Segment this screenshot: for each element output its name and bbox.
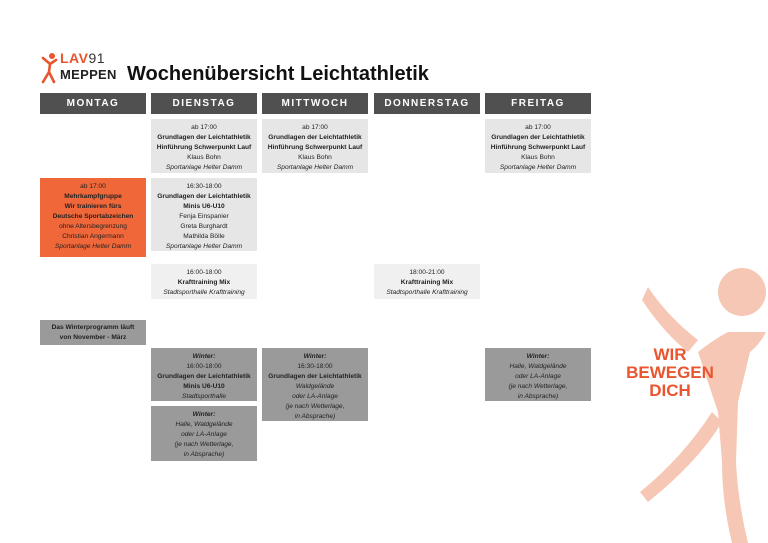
- day-header-montag: MONTAG: [40, 93, 146, 114]
- slot-location: Sportanlage Helter Damm: [276, 164, 354, 171]
- slot-note: (je nach Wetterlage,: [508, 383, 568, 390]
- slot-title: Mehrkampfgruppe: [64, 193, 122, 200]
- slot-time: 18:00-21:00: [409, 269, 445, 276]
- slot-trainer: Klaus Bohn: [521, 154, 555, 161]
- slot-donnerstag-1: [374, 264, 480, 299]
- slot-dienstag-3: [151, 264, 257, 299]
- slot-location: Sportanlage Helter Damm: [165, 243, 243, 250]
- slot-season: Winter:: [192, 353, 216, 360]
- slot-freitag-1: [485, 119, 591, 173]
- slot-location: Halle, Waldgelände: [509, 363, 567, 370]
- slogan: [622, 346, 718, 400]
- slot-title: Grundlagen der Leichtathletik: [157, 134, 251, 141]
- slot-title: Grundlagen der Leichtathletik: [157, 193, 251, 200]
- slot-note: (je nach Wetterlage,: [174, 441, 234, 448]
- slot-montag-1: [40, 178, 146, 257]
- slot-note-2: in Absprache): [294, 413, 336, 420]
- slot-season: Winter:: [303, 353, 327, 360]
- slot-location-2: oder LA-Anlage: [515, 373, 561, 380]
- slot-location: Sportanlage Helter Damm: [499, 164, 577, 171]
- slot-title: Grundlagen der Leichtathletik: [491, 134, 585, 141]
- slot-location: Sportanlage Helter Damm: [54, 243, 132, 250]
- slot-time: ab 17:00: [80, 183, 106, 190]
- slot-trainer: Fenja Einspanier: [179, 213, 229, 220]
- winter-note-line-2: von November - März: [59, 334, 127, 341]
- slot-subtitle: Hinführung Schwerpunkt Lauf: [156, 144, 252, 151]
- slot-note-2: in Absprache): [517, 393, 559, 400]
- slot-location: Stadtsporthalle: [182, 393, 226, 400]
- slot-title: Krafttraining Mix: [400, 279, 454, 286]
- slot-subtitle: Wir trainieren fürs: [64, 203, 122, 210]
- slot-subtitle: Minis U6-U10: [183, 383, 225, 390]
- slot-location-2: oder LA-Anlage: [292, 393, 338, 400]
- slot-time: 16:30-18:00: [297, 363, 333, 370]
- slot-time: 16:00-18:00: [186, 269, 222, 276]
- slot-location-2: oder LA-Anlage: [181, 431, 227, 438]
- slot-title: Grundlagen der Leichtathletik: [157, 373, 251, 380]
- slot-subtitle: Minis U6-U10: [183, 203, 225, 210]
- slot-subtitle-2: Deutsche Sportabzeichen: [52, 213, 134, 220]
- slot-subtitle: Hinführung Schwerpunkt Lauf: [490, 144, 586, 151]
- runner-logo-icon: [40, 52, 60, 84]
- slot-location: Stadtsporthalle Krafttraining: [163, 289, 245, 296]
- slot-trainer-2: Greta Burghardt: [180, 223, 228, 230]
- slot-time: 16:00-18:00: [186, 363, 222, 370]
- slot-season: Winter:: [526, 353, 550, 360]
- slot-title: Grundlagen der Leichtathletik: [268, 134, 362, 141]
- page-title: Wochenübersicht Leichtathletik: [127, 63, 429, 85]
- day-header-freitag: FREITAG: [485, 93, 591, 114]
- slot-location: Sportanlage Helter Damm: [165, 164, 243, 171]
- slot-location: Waldgelände: [295, 383, 335, 390]
- slot-trainer: Klaus Bohn: [298, 154, 332, 161]
- slot-location: Halle, Waldgelände: [175, 421, 233, 428]
- slogan-line-3: DICH: [649, 381, 691, 400]
- slot-title: Krafttraining Mix: [177, 279, 231, 286]
- slogan-line-2: BEWEGEN: [626, 363, 714, 382]
- slot-time: ab 17:00: [302, 124, 328, 131]
- slot-location: Stadtsporthalle Krafttraining: [386, 289, 468, 296]
- logo-meppen: MEPPEN: [60, 67, 117, 82]
- club-logo: [40, 50, 120, 86]
- slot-trainer-3: Mathilda Bölle: [183, 233, 225, 240]
- slot-trainer: Klaus Bohn: [187, 154, 221, 161]
- logo-lav: LAV: [60, 50, 89, 66]
- slot-note: (je nach Wetterlage,: [285, 403, 345, 410]
- cheering-figure-icon: [638, 262, 768, 543]
- day-header-donnerstag: DONNERSTAG: [374, 93, 480, 114]
- slot-mittwoch-winter-1: [262, 348, 368, 421]
- slot-time: 16:30-18:00: [186, 183, 222, 190]
- slot-trainer: Christian Angermann: [62, 233, 124, 240]
- slot-dienstag-winter-2: [151, 406, 257, 461]
- slogan-line-1: WIR: [653, 345, 687, 364]
- day-header-mittwoch: MITTWOCH: [262, 93, 368, 114]
- slot-freitag-winter-1: [485, 348, 591, 401]
- slot-title: Grundlagen der Leichtathletik: [268, 373, 362, 380]
- slot-time: ab 17:00: [191, 124, 217, 131]
- slot-time: ab 17:00: [525, 124, 551, 131]
- slot-note-2: in Absprache): [183, 451, 225, 458]
- slot-dienstag-winter-1: [151, 348, 257, 401]
- slot-mittwoch-1: [262, 119, 368, 173]
- day-header-dienstag: DIENSTAG: [151, 93, 257, 114]
- slot-dienstag-2: [151, 178, 257, 251]
- slot-subtitle: Hinführung Schwerpunkt Lauf: [267, 144, 363, 151]
- slot-dienstag-1: [151, 119, 257, 173]
- winter-note: [40, 320, 146, 345]
- winter-note-line-1: Das Winterprogramm läuft: [51, 324, 135, 331]
- slot-season: Winter:: [192, 411, 216, 418]
- slot-note: ohne Altersbegrenzung: [59, 223, 127, 230]
- logo-number: 91: [88, 50, 106, 66]
